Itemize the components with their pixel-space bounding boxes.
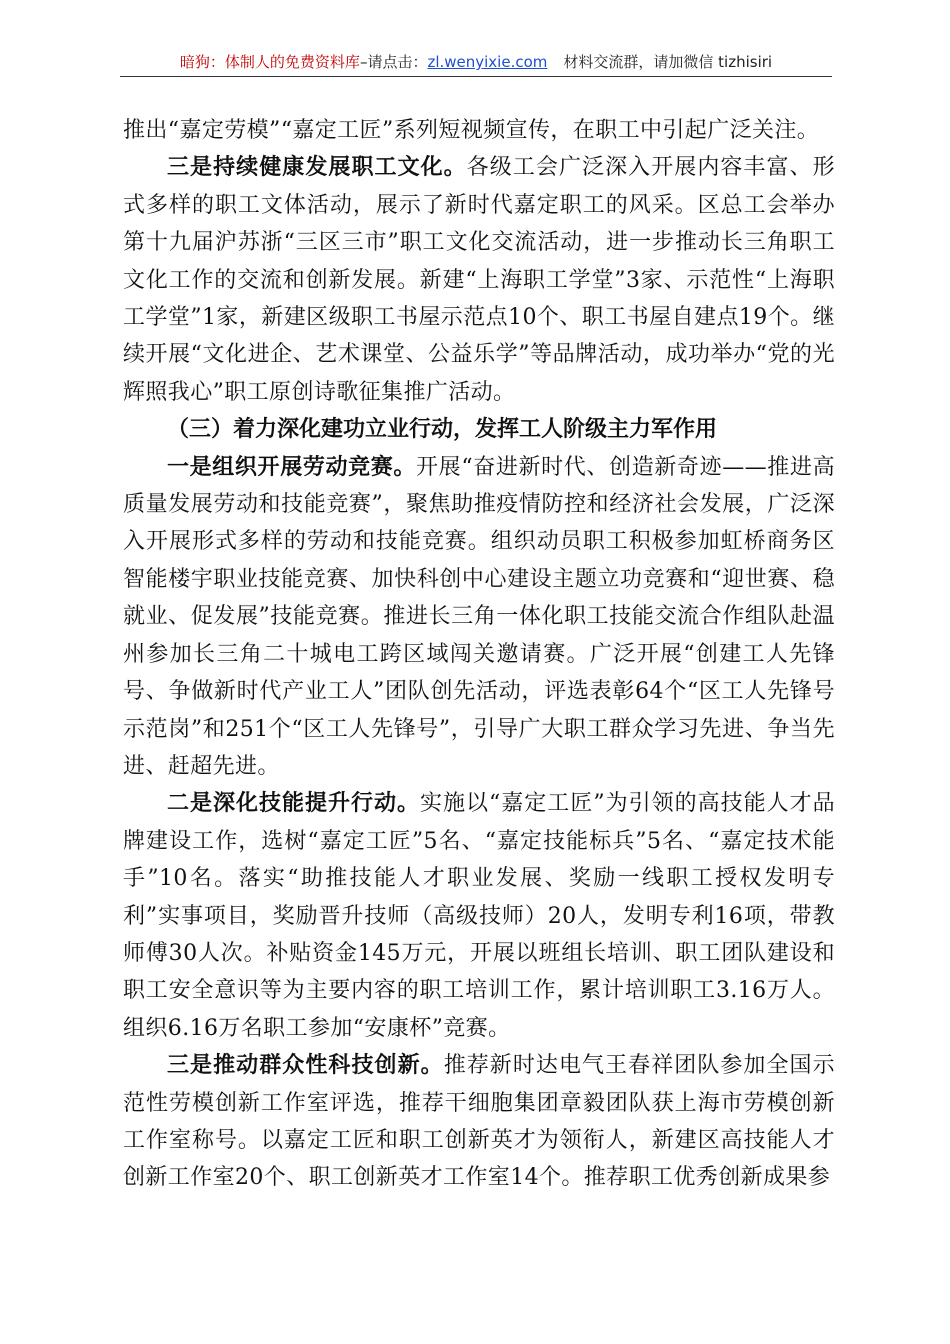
paragraph-text: 各级工会广泛深入开展内容丰富、形式多样的职工文体活动，展示了新时代嘉定职工的风采。区总工会举办第十九届沪苏浙“三区三市”职工文化交流活动，进一步推动长三角职工文化工作的交流和创新发展。新建“上海职工学堂”3家、示范性“上海职工学堂”1家，新建区级职工书屋示范点10个、职工书屋自建点19个。继续开展“文化进企、艺术课堂、公益乐学”等品牌活动，成功举办“党的光辉照我心”职工原创诗歌征集推广活动。 — [123, 155, 836, 405]
paragraph-text: 实施以“嘉定工匠”为引领的高技能人才品牌建设工作，选树“嘉定工匠”5名、“嘉定技能标兵”5名、“嘉定技术能手”10名。落实“助推技能人才职业发展、奖励一线职工授权发明专利”实事项目，奖励晋升技师（高级技师）20人，发明专利16项，带教师傅30人次。补贴资金145万元，开展以班组长培训、职工团队建设和职工安全意识等为主要内容的职工培训工作，累计培训职工3.16万人。组织6.16万名职工参加“安康杯”竞赛。 — [123, 791, 835, 1041]
section-heading: （三）着力深化建功立业行动，发挥工人阶级主力军作用 — [167, 416, 718, 443]
paragraph-tech-innovation — [123, 1047, 835, 1197]
page-header — [120, 48, 832, 77]
paragraph-text: 推荐新时达电气王春祥团队参加全国示范性劳模创新工作室评选，推荐干细胞集团章毅团队获上海市劳模创新工作室称号。以嘉定工匠和职工创新英才为领衔人，新建区高技能人才创新工作室20个、职工创新英才工作室14个。推荐职工优秀创新成果参 — [123, 1053, 835, 1191]
header-click-prompt: –请点击： — [359, 53, 428, 71]
paragraph-text: 开展“奋进新时代、创造新奇迹——推进高质量发展劳动和技能竞赛”，聚焦助推疫情防控和经济社会发展，广泛深入开展形式多样的劳动和技能竞赛。组织动员职工积极参加虹桥商务区智能楼宇职业技能竞赛、加快科创中心建设主题立功竞赛和“迎世赛、稳就业、促发展”技能竞赛。推进长三角一体化职工技能交流合作组队赴温州参加长三角二十城电工跨区域闯关邀请赛。广泛开展“创建工人先锋号、争做新时代产业工人”团队创先活动，评选表彰64个“区工人先锋号示范岗”和251个“区工人先锋号”，引导广大职工群众学习先进、争当先进、赶超先进。 — [123, 454, 835, 779]
header-group-text: 材料交流群，请加微信 tizhisiri — [563, 53, 773, 71]
paragraph-labor-competition — [123, 449, 835, 786]
header-link[interactable]: zl.wenyixie.com — [427, 53, 548, 71]
paragraph-lead: 一是组织开展劳动竞赛。 — [167, 453, 417, 480]
paragraph-lead: 三是推动群众性科技创新。 — [167, 1052, 444, 1079]
paragraph-worker-culture — [123, 149, 835, 411]
paragraph-lead: 三是持续健康发展职工文化。 — [167, 154, 467, 181]
document-body — [123, 112, 835, 1197]
paragraph-continuation: 推出“嘉定劳模”“嘉定工匠”系列短视频宣传，在职工中引起广泛关注。 — [123, 118, 820, 143]
header-brand: 暗狗：体制人的免费资料库 — [179, 53, 360, 71]
paragraph-skill-upgrade — [123, 785, 835, 1047]
paragraph-lead: 二是深化技能提升行动。 — [167, 790, 421, 817]
